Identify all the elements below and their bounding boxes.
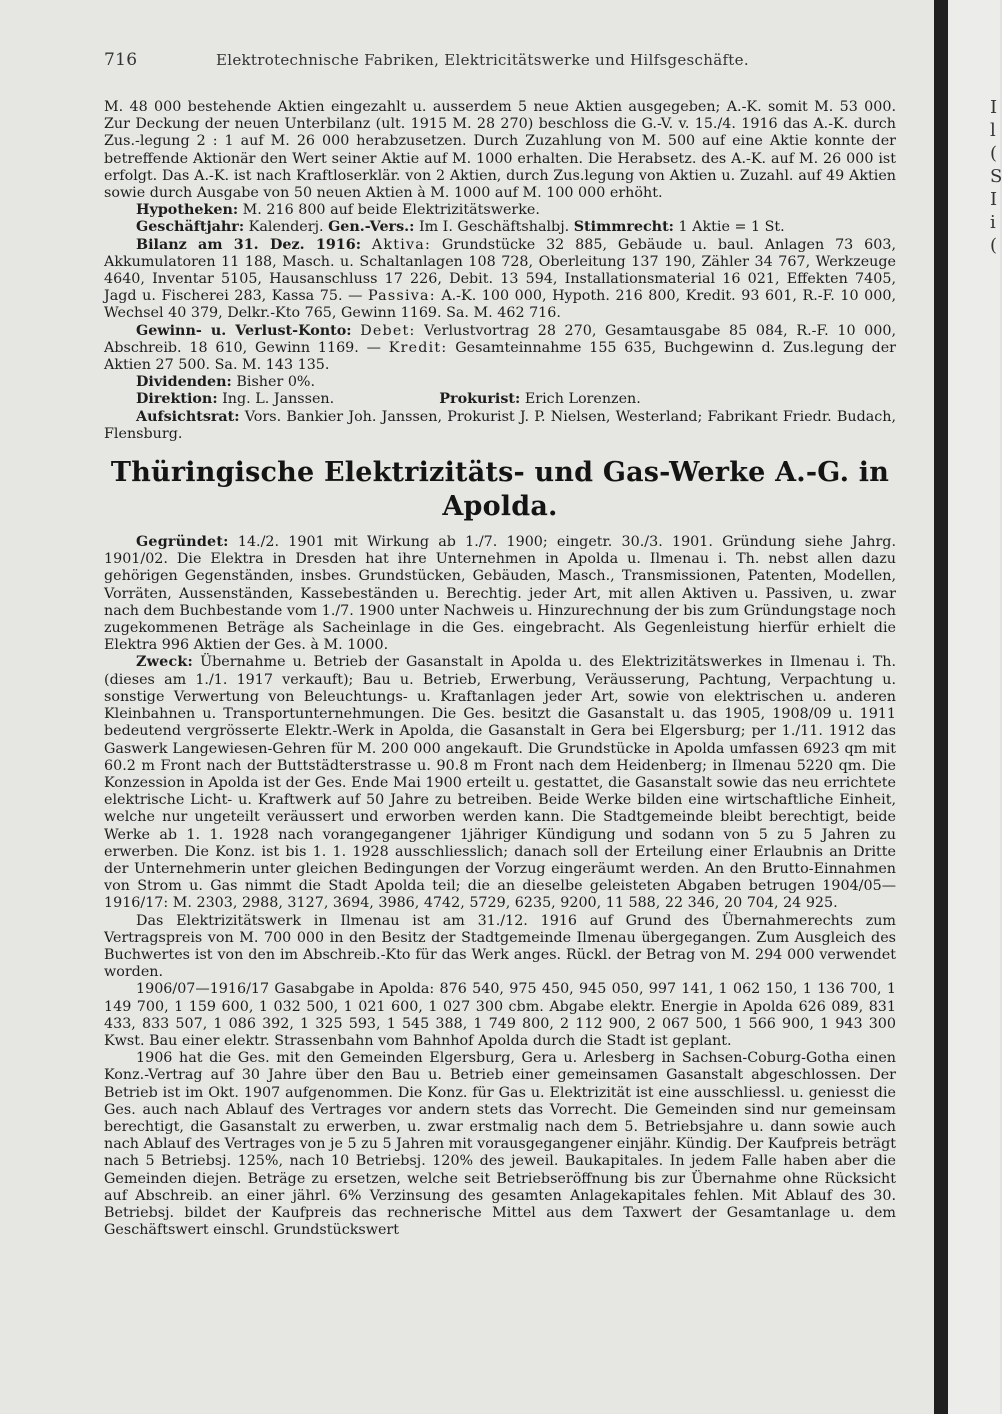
hypotheken-entry — [104, 202, 896, 219]
kredit-label: Kredit: — [388, 339, 448, 356]
genvers-label: Gen.-Vers.: — [328, 219, 415, 236]
hypotheken-value: M. 216 800 auf beide Elektrizitätswerke. — [242, 202, 540, 219]
capital-history-text: M. 48 000 bestehende Aktien eingezahlt u. ausserdem 5 neue Aktien ausgegeben; A.-K. somit M. 53 000. Zur Deckung der neuen Unterbilanz (ult. 1915 M. 28 270) beschloss die G.-V. v. 15./4. 1916 das A.-K. durch Zus.-legung 2 : 1 auf M. 26 000 herabzusetzen. Durch Zuzahlung von M. 500 auf eine Aktie konnte der betreffende Aktionär den Wert seiner Aktie auf M. 1000 erhalten. Die Herabsetz. des A.-K. auf M. 26 000 ist erfolgt. Das A.-K. ist nach Kraftloserklär. von 2 Aktien, durch Zus.legung von Aktien u. Zuzahl. auf 49 Aktien sowie durch Ausgabe von 50 neuen Aktien à M. 1000 auf M. 100 000 erhöht. — [104, 99, 896, 202]
facing-page-letters — [990, 96, 1000, 257]
prokurist-value: Erich Lorenzen. — [524, 391, 641, 408]
capital-history-paragraph — [104, 99, 896, 202]
page-header — [104, 50, 924, 74]
gasabgabe-paragraph: 1906/07—1916/17 Gasabgabe in Apolda: 876 540, 975 450, 945 050, 997 141, 1 062 150, 1 136 700, 1 149 700, 1 159 600, 1 032 500, 1 021 600, 1 027 300 cbm. Abgabe elektr. Energie in Apolda 626 089, 831 433, 833 507, 1 086 392, 1 325 593, 1 545 388, 1 749 800, 2 112 900, 2 067 500, 1 566 900, 1 943 300 Kwst. Bau einer elektr. Strassenbahn vom Bahnhof Apolda durch die Stadt ist geplant. — [104, 981, 896, 1049]
prokurist-label: Prokurist: — [439, 391, 521, 408]
page-number: 716 — [104, 50, 138, 70]
geschaeftsjahr-label: Geschäftjahr: — [136, 219, 245, 236]
edge-letter: S — [990, 166, 1002, 187]
company-entry — [104, 534, 896, 1239]
aufsichtsrat-label: Aufsichtsrat: — [136, 408, 240, 425]
debet-value: Verlustvortrag 28 270, Gesamtausgabe 85 084, R.-F. 10 000, Abschreib. 18 610, Gewinn 1169. — — [104, 322, 897, 356]
gegruendet-entry — [104, 534, 896, 654]
meta-entry — [104, 219, 896, 236]
edge-letter: ( — [990, 235, 998, 256]
debet-label: Debet: — [360, 322, 416, 339]
aufsichtsrat-entry — [104, 409, 896, 443]
direktion-label: Direktion: — [136, 391, 218, 408]
konzession-1906-paragraph: 1906 hat die Ges. mit den Gemeinden Elgersburg, Gera u. Arlesberg in Sachsen-Coburg-Gotha einen Konz.-Vertrag auf 30 Jahre über den Bau u. Betrieb einer gemeinsamen Gasanstalt abgeschlossen. Der Betrieb ist im Okt. 1907 aufgenommen. Die Konz. für Gas u. Elektrizität ist eine ausschliessl. u. geniesst die Ges. auch nach Ablauf des Vertrages vor andern stets das Vorrecht. Die Gemeinden sind nur gemeinsam berechtigt, die Gasanstalt zu erwerben, u. zwar erstmalig nach dem 5. Betriebsjahre u. dann sowie auch nach Ablauf des Vertrages von je 5 zu 5 Jahren mit vorausgegangener einjähr. Kündig. Der Kaufpreis beträgt nach 5 Betriebsj. 125%, nach 10 Betriebsj. 120% des jeweil. Baukapitales. In jedem Falle haben aber die Gemeinden diejen. Beträge zu ersetzen, welche seit Betriebseröffnung bis zur Übernahme ohne Rücksicht auf Abschreib. an einer jährl. 6% Verzinsung des gesamten Anlagekapitales fehlen. Mit Ablauf des 30. Betriebsj. bildet der Kaufpreis das rechnerische Mittel aus dem Taxwert der Gesamtanlage u. dem Geschäftswert einschl. Grundstückswert — [104, 1050, 896, 1239]
passiva-value: A.-K. 100 000, Hypoth. 216 800, Kredit. 93 601, R.-F. 10 000, Wechsel 40 379, Delkr.-Kto 765, Gewinn 1169. Sa. M. 462 716. — [104, 288, 896, 322]
direktion-entry — [104, 391, 896, 408]
edge-letter: I — [990, 189, 998, 210]
edge-letter: ( — [990, 143, 998, 164]
page-body — [104, 99, 896, 1239]
dividenden-label: Dividenden: — [136, 374, 232, 391]
direktion-value: Ing. L. Janssen. — [222, 391, 335, 408]
stimmrecht-value: 1 Aktie = 1 St. — [678, 219, 785, 236]
geschaeftsjahr-value: Kalenderj. — [248, 219, 324, 236]
zweck-entry — [104, 654, 896, 912]
gegruendet-value: 14./2. 1901 mit Wirkung ab 1./7. 1900; eingetr. 30./3. 1901. Gründung siehe Jahrg. 1901/02. Die Elektra in Dresden hat ihre Unternehmen in Apolda u. Ilmenau i. Th. nebst allen dazu gehörigen Gegenständen, insbes. Grundstücken, Gebäuden, Masch., Transmissionen, Patenten, Modellen, Vorräten, Aussenständen, Kassebeständen u. Berechtig. jeder Art, mit allen Aktiven u. Passiven, u. zwar nach dem Buchbestande vom 1./7. 1900 unter Nachweis u. Hinzurechnung der bis zum Gründungstage noch zugekommenen Beträge als Sacheinlage in die Ges. eingebracht. Als Gegenleistung hierfür erhielt die Elektra 996 Aktien der Ges. à M. 1000. — [104, 534, 897, 654]
aktiva-value: Grundstücke 32 885, Gebäude u. baul. Anlagen 73 603, Akkumulatoren 11 188, Masch. u. Schaltanlagen 108 728, Oberleitung 137 190, Zähler 34 767, Werkzeuge 4640, Inventar 5105, Hausanschluss 17 226, Debit. 13 594, Installationsmaterial 16 021, Effekten 7405, Jagd u. Fischerei 283, Kassa 75. — — [104, 236, 897, 305]
gegruendet-label: Gegründet: — [136, 534, 229, 551]
ilmenau-paragraph: Das Elektrizitätswerk in Ilmenau ist am 31./12. 1916 auf Grund des Übernahmerechts zum Vertragspreis von M. 700 000 in den Besitz der Stadtgemeinde Ilmenau übergegangen. Zum Ausgleich des Buchwertes ist von den im Abschreib.-Kto für das Werk anges. Rückl. der Betrag von M. 294 000 verwendet worden. — [104, 912, 896, 981]
passiva-label: Passiva: — [367, 288, 436, 305]
stimmrecht-label: Stimmrecht: — [573, 219, 674, 236]
kredit-value: Gesamteinnahme 155 635, Buchgewinn d. Zus.legung der Aktien 27 500. Sa. M. 143 135. — [104, 339, 896, 374]
hypotheken-label: Hypotheken: — [136, 202, 239, 219]
zweck-label: Zweck: — [136, 654, 193, 671]
edge-letter: I — [990, 97, 998, 118]
edge-letter: l — [990, 120, 996, 141]
aktiva-label: Aktiva: — [371, 236, 432, 253]
aufsichtsrat-value: Vors. Bankier Joh. Janssen, Prokurist J. P. Nielsen, Westerland; Fabrikant Friedr. Budach, Flensburg. — [104, 408, 897, 442]
running-title: Elektrotechnische Fabriken, Elektricitätswerke und Hilfsgeschäfte. — [216, 51, 749, 69]
genvers-value: Im I. Geschäftshalbj. — [418, 219, 570, 236]
dividenden-entry — [104, 374, 896, 391]
zweck-value: Übernahme u. Betrieb der Gasanstalt in Apolda u. des Elektrizitätswerkes in Ilmenau i. Th. (dieses am 1./1. 1917 verkauft); Bau u. Betrieb, Erwerbung, Veräusserung, Pachtung, Verpachtung u. sonstige Verwertung von Beleuchtungs- u. Kraftanlagen jeder Art, sowie von elektrischen u. anderen Kleinbahnen u. Transportunternehmungen. Die Ges. besitzt die Gasanstalt u. das 1905, 1908/09 u. 1911 bedeutend vergrösserte Elektr.-Werk in Apolda, die Gasanstalt in Gera bei Elgersburg; per 1./11. 1912 das Gaswerk Langewiesen-Gehren für M. 200 000 angekauft. Die Grundstücke in Apolda umfassen 6923 qm mit 60.2 m Front nach der Buttstädterstrasse u. 90.8 m Front nach dem Heidenberg; in Ilmenau 5220 qm. Die Konzession in Apolda ist der Ges. Ende Mai 1900 erteilt u. gestattet, die Gasanstalt sowie das neu errichtete elektrische Licht- u. Kraftwerk auf 50 Jahre zu betreiben. Beide Werke bilden eine wirtschaftliche Einheit, welche nur ungeteilt veräussert und erworben werden kann. Die Stadtgemeinde bleibt berechtigt, beide Werke ab 1. 1. 1928 nach vorangegangener 1jähriger Kündigung und sodann von 5 zu 5 Jahren zu erwerben. Die Konz. ist bis 1. 1. 1928 ausschliesslich; danach soll der Erteilung einer Erlaubnis an Dritte der Unternehmerin unter gleichen Bedingungen der Vorzug eingeräumt werden. An den Brutto-Einnahmen von Strom u. Gas nimmt die Stadt Apolda teil; die an dieselbe geleisteten Abgaben betrugen 1904/05—1916/17: M. 2303, 2988, 3127, 3694, 3986, 4742, 5729, 6235, 9200, 11 588, 22 346, 20 704, 24 925. — [104, 654, 896, 912]
bilanz-entry — [104, 237, 896, 323]
dividenden-value: Bisher 0%. — [236, 374, 316, 391]
company-title: Thüringische Elektrizitäts- und Gas-Werke A.-G. in Apolda. — [110, 457, 890, 523]
guv-label: Gewinn- u. Verlust-Konto: — [136, 322, 352, 339]
bilanz-label: Bilanz am 31. Dez. 1916: — [136, 236, 361, 253]
guv-entry — [104, 323, 896, 375]
edge-letter: i — [990, 212, 996, 233]
